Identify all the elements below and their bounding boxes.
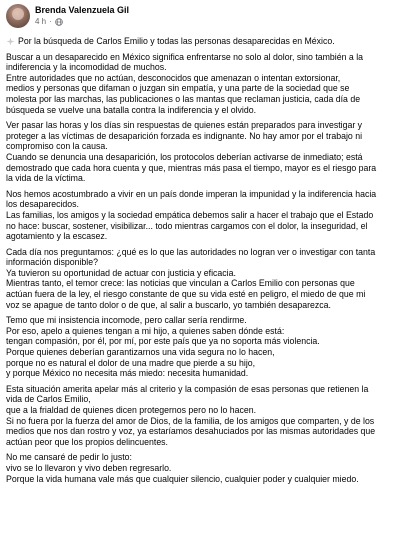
text-line: Temo que mi insistencia incomode, pero callar sería rendirme. bbox=[6, 315, 247, 326]
post-paragraph bbox=[6, 452, 410, 484]
text-line: vida de Carlos Emilio, bbox=[6, 394, 91, 405]
text-line: Porque la vida humana vale más que cualquier silencio, cualquier poder y cualquier miedo. bbox=[6, 473, 359, 484]
text-line: porque no es natural el dolor de una madre que pierde a su hijo, bbox=[6, 357, 256, 368]
post-paragraph bbox=[6, 247, 410, 311]
text-line: vivo se lo llevaron y vivo deben regresarlo. bbox=[6, 462, 172, 473]
text-line: los desaparecidos. bbox=[6, 199, 79, 210]
post-paragraph bbox=[6, 189, 410, 242]
text-line: que a la frialdad de quienes dicen protegernos pero no lo hacen. bbox=[6, 405, 257, 415]
text-line: agotamiento y la escasez. bbox=[6, 231, 108, 242]
text-line: Buscar a un desaparecido en México significa enfrentarse no solo al dolor, sino también a la bbox=[6, 51, 364, 62]
text-line: molesta por las marchas, las publicaciones o las mantas que reclaman justicia, cada día de bbox=[6, 93, 361, 104]
text-line: Mientras tanto, el temor crece: las noticias que vinculan a Carlos Emilio con personas que bbox=[6, 278, 355, 289]
text-line: tengan compasión, por él, por mí, por este país que ya no soporta más violencia. bbox=[6, 336, 320, 347]
post-paragraph bbox=[6, 315, 410, 379]
text-line: información disponible? bbox=[6, 257, 98, 268]
lead-text: Por la búsqueda de Carlos Emilio y todas las personas desaparecidas en México. bbox=[18, 36, 335, 46]
text-line: medios y personas que difaman o juzgan sin empatía, y una parte de la sociedad que se bbox=[6, 83, 350, 94]
author-name[interactable]: Brenda Valenzuela Gil bbox=[35, 5, 130, 15]
text-line: no hace: buscar, sostener, visibilizar... todo mientras cargamos con el dolor, la inseguridad, el bbox=[6, 220, 368, 231]
text-line: Entre autoridades que no actúan, desconocidos que amenazan o intentan extorsionar, bbox=[6, 72, 341, 83]
post-meta bbox=[35, 17, 63, 26]
text-line: Ver pasar las horas y los días sin respuestas de quienes están preparados para investigar y bbox=[6, 120, 363, 131]
author-avatar[interactable] bbox=[6, 4, 30, 28]
post-paragraph bbox=[6, 52, 410, 116]
post-time[interactable]: 4 h bbox=[35, 17, 47, 26]
post-paragraph bbox=[6, 384, 410, 448]
text-line: voz se apague de tanto dolor o de que, al salir a buscarlo, yo también desaparezca. bbox=[6, 299, 331, 310]
text-line: medios que nos dan rostro y voz, ya estaríamos desahuciados por las mismas autoridades que bbox=[6, 426, 376, 437]
sparkle-icon bbox=[6, 37, 15, 46]
text-line: la vida de la víctima. bbox=[6, 173, 86, 184]
text-line: proteger a las víctimas de desaparición forzada es indignante. No hay amor por el trabajo ni bbox=[6, 130, 363, 141]
text-line: demostrado que cada hora cuenta y que, mientras más pasa el tiempo, mayor es el riesgo para bbox=[6, 162, 377, 173]
text-line: Cuando se denuncia una desaparición, los protocolos deberían activarse de inmediato; está bbox=[6, 151, 363, 162]
text-line: y porque México no necesita más miedo: necesita humanidad. bbox=[6, 368, 249, 379]
post-body bbox=[6, 36, 410, 484]
text-line: Cada día nos preguntamos: ¿qué es lo que las autoridades no logran ver o investigar con tanta bbox=[6, 246, 376, 257]
text-line: Esta situación amerita apelar más al criterio y la compasión de esas personas que retienen la bbox=[6, 383, 369, 394]
globe-icon[interactable] bbox=[55, 18, 63, 26]
text-line: Ya tuvieron su oportunidad de actuar con justicia y eficacia. bbox=[6, 267, 236, 278]
text-line: compromiso con la causa. bbox=[6, 141, 108, 152]
text-line: Por eso, apelo a quienes tengan a mi hijo, a quienes saben dónde está: bbox=[6, 325, 285, 336]
text-line: actúan peor que los propios delincuentes. bbox=[6, 436, 168, 447]
post-paragraphs bbox=[6, 47, 410, 485]
text-line: Nos hemos acostumbrado a vivir en un país donde imperan la impunidad y la indiferencia hacia bbox=[6, 188, 377, 199]
text-line: Las familias, los amigos y la sociedad empática debemos salir a hacer el trabajo que el Estado bbox=[6, 209, 374, 220]
text-line: Si no fuera por la fuerza del amor de Dios, de la familia, de los amigos que comparten, y de los bbox=[6, 415, 375, 426]
post-lead bbox=[6, 36, 410, 47]
text-line: indiferencia y la incomodidad de muchos. bbox=[6, 62, 167, 73]
post-paragraph bbox=[6, 120, 410, 184]
text-line: actúan fuera de la ley, el riesgo constante de que su vida esté en peligro, el miedo de que mi bbox=[6, 289, 366, 300]
text-line: búsqueda se vuelve una batalla contra la indiferencia y el olvido. bbox=[6, 104, 257, 115]
text-line: Porque quienes deberían garantizarnos una vida segura no lo hacen, bbox=[6, 347, 275, 358]
meta-separator: · bbox=[49, 17, 52, 26]
post-header bbox=[6, 2, 406, 32]
text-line: No me cansaré de pedir lo justo: bbox=[6, 452, 132, 463]
